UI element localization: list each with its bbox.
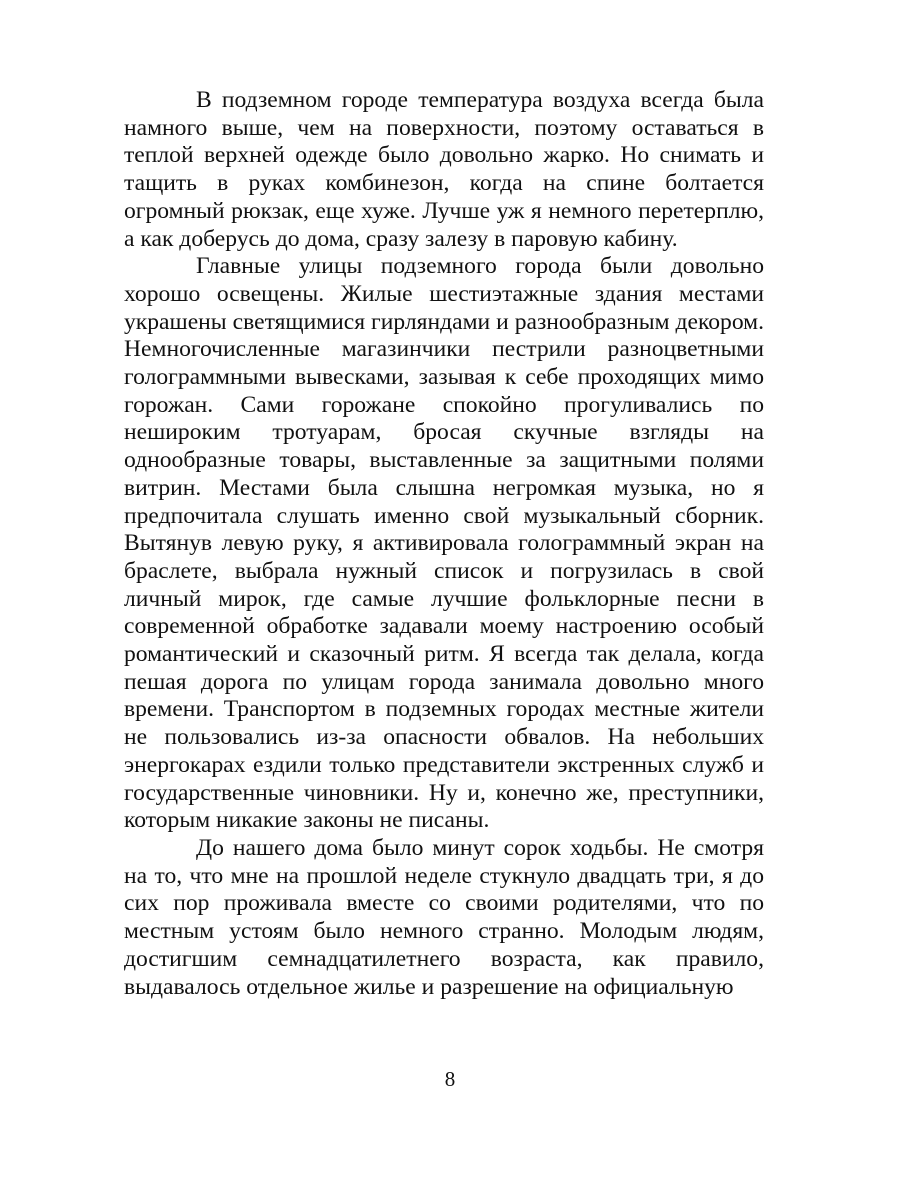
page-number: 8	[444, 1067, 456, 1091]
paragraph-2: Главные улицы подземного города были довольно хорошо освещены. Жилые шестиэтажные здания местами украшены светящимися гирляндами и разнообразным декором. Немногочисленные магазинчики пестрили разноцветными голограммными вывесками, зазывая к себе проходящих мимо горожан. Сами горожане спокойно прогуливались по нешироким тротуарам, бросая скучные взгляды на однообразные товары, выставленные за защитными полями витрин. Местами была слышна негромкая музыка, но я предпочитала слушать именно свой музыкальный сборник. Вытянув левую руку, я активировала голограммный экран на браслете, выбрала нужный список и погрузилась в свой личный мирок, где самые лучшие фольклорные песни в современной обработке задавали моему настроению особый романтический и сказочный ритм. Я всегда так делала, когда пешая дорога по улицам города занимала довольно много времени. Транспортом в подземных городах местные жители не пользовались из-за опасности обвалов. На небольших энергокарах ездили только представители экстренных служб и государственные чиновники. Ну и, конечно же, преступники, которым никакие законы не писаны.	[124, 253, 764, 834]
paragraph-3: До нашего дома было минут сорок ходьбы. Не смотря на то, что мне на прошлой неделе стукнуло двадцать три, я до сих пор проживала вместе со своими родителями, что по местным устоям было немного странно. Молодым людям, достигшим семнадцатилетнего возраста, как правило, выдавалось отдельное жилье и разрешение на официальную	[124, 834, 764, 1000]
paragraph-1: В подземном городе температура воздуха всегда была намного выше, чем на поверхности, поэтому оставаться в теплой верхней одежде было довольно жарко. Но снимать и тащить в руках комбинезон, когда на спине болтается огромный рюкзак, еще хуже. Лучше уж я немного перетерплю, а как доберусь до дома, сразу залезу в паровую кабину.	[124, 87, 764, 252]
body-text	[124, 87, 764, 1001]
